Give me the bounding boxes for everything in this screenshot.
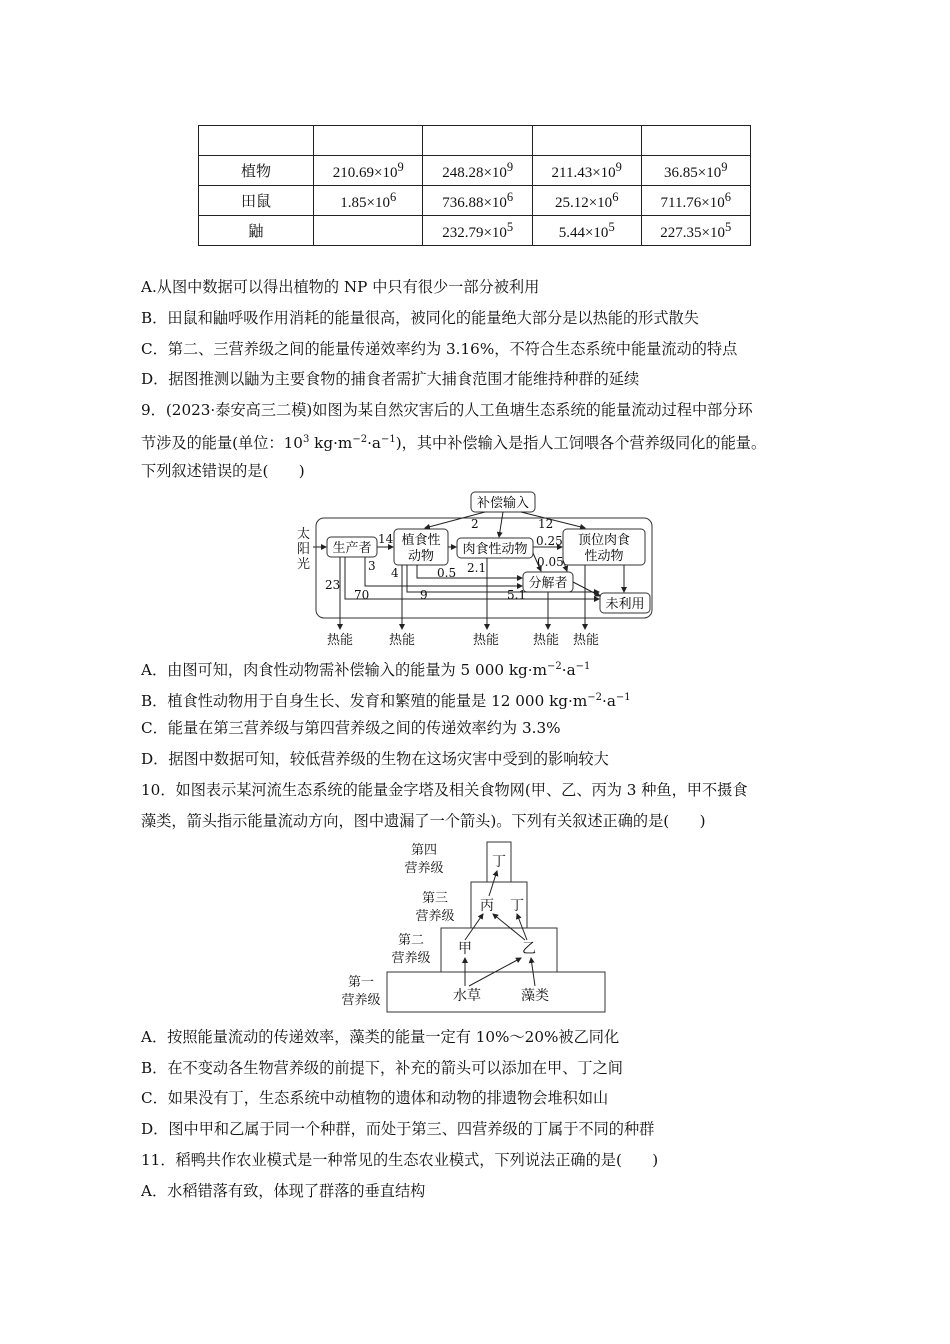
q11-stem: 11．稻鸭共作农业模式是一种常见的生态农业模式，下列说法正确的是( ) — [141, 1151, 659, 1169]
species-ding: 丁 — [510, 898, 524, 914]
q9-option-a: A．由图可知，肉食性动物需补偿输入的能量为 5 000 $kg\cdot m^{-2}\cdot a^{-1}$ — [141, 661, 591, 680]
heat-label: 热能 — [327, 633, 354, 648]
level4-label: 营养级 — [404, 861, 444, 876]
sun-label: 光 — [297, 557, 311, 572]
flow-value: 2.1 — [467, 561, 487, 575]
carnivore-label: 肉食性动物 — [462, 542, 528, 557]
table-header-row — [199, 126, 751, 156]
table-header-cell — [532, 126, 641, 156]
level4-label: 第四 — [410, 843, 438, 858]
table-header-cell — [199, 126, 314, 156]
table-cell: $5.44\times 10^5$ — [532, 216, 641, 246]
species-zaolei: 藻类 — [521, 988, 549, 1004]
top-carnivore-label: 性动物 — [584, 549, 624, 564]
table-cell: $736.88\times 10^6$ — [423, 186, 532, 216]
table-cell: $25.12\times 10^6$ — [532, 186, 641, 216]
q10-option-a: A．按照能量流动的传递效率，藻类的能量一定有 10%～20%被乙同化 — [141, 1028, 620, 1046]
table-row — [199, 186, 751, 216]
producer-label: 生产者 — [332, 541, 372, 556]
flow-value: 2 — [471, 517, 479, 531]
compensation-label: 补偿输入 — [476, 496, 530, 511]
level1-block — [387, 972, 605, 1012]
unused-label: 未利用 — [605, 597, 645, 612]
level3-label: 第三 — [421, 891, 449, 906]
table-cell: $210.69\times 10^9$ — [314, 156, 423, 186]
q8-option-c: C．第二、三营养级之间的能量传递效率约为 3.16%，不符合生态系统中能量流动的特点 — [141, 340, 738, 358]
table-row — [199, 156, 751, 186]
table-cell: $248.28\times 10^9$ — [423, 156, 532, 186]
species-shuicao: 水草 — [453, 988, 481, 1004]
energy-flow-diagram — [285, 488, 665, 650]
q9-option-b: B．植食性动物用于自身生长、发育和繁殖的能量是 12 000 $kg\cdot m^{-2}\cdot a^{-1}$ — [141, 692, 631, 711]
q8-option-b: B．田鼠和鼬呼吸作用消耗的能量很高，被同化的能量绝大部分是以热能的形式散失 — [141, 309, 699, 327]
q8-option-a: A.从图中数据可以得出植物的 NP 中只有很少一部分被利用 — [141, 278, 540, 296]
flow-value: 0.25 — [536, 534, 563, 548]
top-carnivore-label: 顶位肉食 — [577, 533, 631, 548]
table-header-cell — [423, 126, 532, 156]
table-header-cell — [641, 126, 751, 156]
q11-option-a: A．水稻错落有致，体现了群落的垂直结构 — [141, 1182, 426, 1200]
species-yi: 乙 — [522, 941, 536, 957]
q8-option-d: D．据图推测以鼬为主要食物的捕食者需扩大捕食范围才能维持种群的延续 — [141, 370, 640, 388]
energy-pyramid-diagram — [335, 838, 615, 1018]
row-label: 植物 — [199, 156, 314, 186]
herbivore-label: 植食性 — [401, 533, 441, 548]
flow-value: 23 — [325, 578, 341, 592]
table-cell: $227.35\times 10^5$ — [641, 216, 751, 246]
q9-option-c: C．能量在第三营养级与第四营养级之间的传递效率约为 3.3% — [141, 719, 561, 737]
level1-label: 第一 — [347, 975, 375, 990]
table-cell: $36.85\times 10^9$ — [641, 156, 751, 186]
table-row — [199, 216, 751, 246]
flow-value: 14 — [378, 532, 394, 546]
q9-option-d: D．据图中数据可知，较低营养级的生物在这场灾害中受到的影响较大 — [141, 750, 609, 768]
flow-value: 4 — [391, 566, 399, 580]
flow-value: 12 — [538, 517, 554, 531]
table-cell: $711.76\times 10^6$ — [641, 186, 751, 216]
table-cell — [314, 216, 423, 246]
heat-label: 热能 — [533, 633, 560, 648]
sun-label: 太 — [297, 527, 311, 542]
level3-label: 营养级 — [415, 909, 455, 924]
species-bing: 丙 — [480, 898, 494, 914]
level2-label: 营养级 — [391, 951, 431, 966]
decomposer-label: 分解者 — [528, 576, 568, 591]
flow-value: 70 — [354, 588, 370, 602]
q9-stem-line3: 下列叙述错误的是( ) — [141, 462, 305, 480]
heat-label: 热能 — [389, 633, 416, 648]
herbivore-label: 动物 — [407, 549, 435, 564]
flow-value: 3 — [368, 559, 376, 573]
row-label: 田鼠 — [199, 186, 314, 216]
q9-stem-line1: 9．(2023·泰安高三二模)如图为某自然灾害后的人工鱼塘生态系统的能量流动过程中部分环 — [141, 401, 753, 419]
table-header-cell — [314, 126, 423, 156]
flow-value: 0.5 — [437, 566, 457, 580]
q9-stem-line2: 节涉及的能量(单位：$10^3$ $kg\cdot m^{-2}\cdot a^{-1}$)，其中补偿输入是指人工饲喂各个营养级同化的能量。 — [141, 434, 767, 453]
energy-table — [198, 125, 751, 246]
heat-label: 热能 — [473, 633, 500, 648]
level2-label: 第二 — [397, 933, 425, 948]
heat-label: 热能 — [573, 633, 600, 648]
species-jia: 甲 — [458, 941, 472, 957]
q10-option-d: D．图中甲和乙属于同一个种群，而处于第三、四营养级的丁属于不同的种群 — [141, 1120, 655, 1138]
row-label: 鼬 — [199, 216, 314, 246]
level1-label: 营养级 — [341, 993, 381, 1008]
sun-label: 阳 — [297, 542, 311, 557]
q10-option-c: C．如果没有丁，生态系统中动植物的遗体和动物的排遗物会堆积如山 — [141, 1089, 609, 1107]
table-cell: $1.85\times 10^6$ — [314, 186, 423, 216]
species-ding: 丁 — [492, 854, 506, 870]
q10-stem-line1: 10．如图表示某河流生态系统的能量金字塔及相关食物网(甲、乙、丙为 3 种鱼，甲不摄食 — [141, 781, 748, 799]
q10-option-b: B．在不变动各生物营养级的前提下，补充的箭头可以添加在甲、丁之间 — [141, 1059, 623, 1077]
flow-value: 9 — [420, 588, 428, 602]
flow-value: 5.1 — [507, 588, 527, 602]
table-cell: $211.43\times 10^9$ — [532, 156, 641, 186]
flow-value: 0.05 — [537, 555, 564, 569]
q10-stem-line2: 藻类，箭头指示能量流动方向，图中遗漏了一个箭头)。下列有关叙述正确的是( ) — [141, 812, 706, 830]
table-cell: $232.79\times 10^5$ — [423, 216, 532, 246]
